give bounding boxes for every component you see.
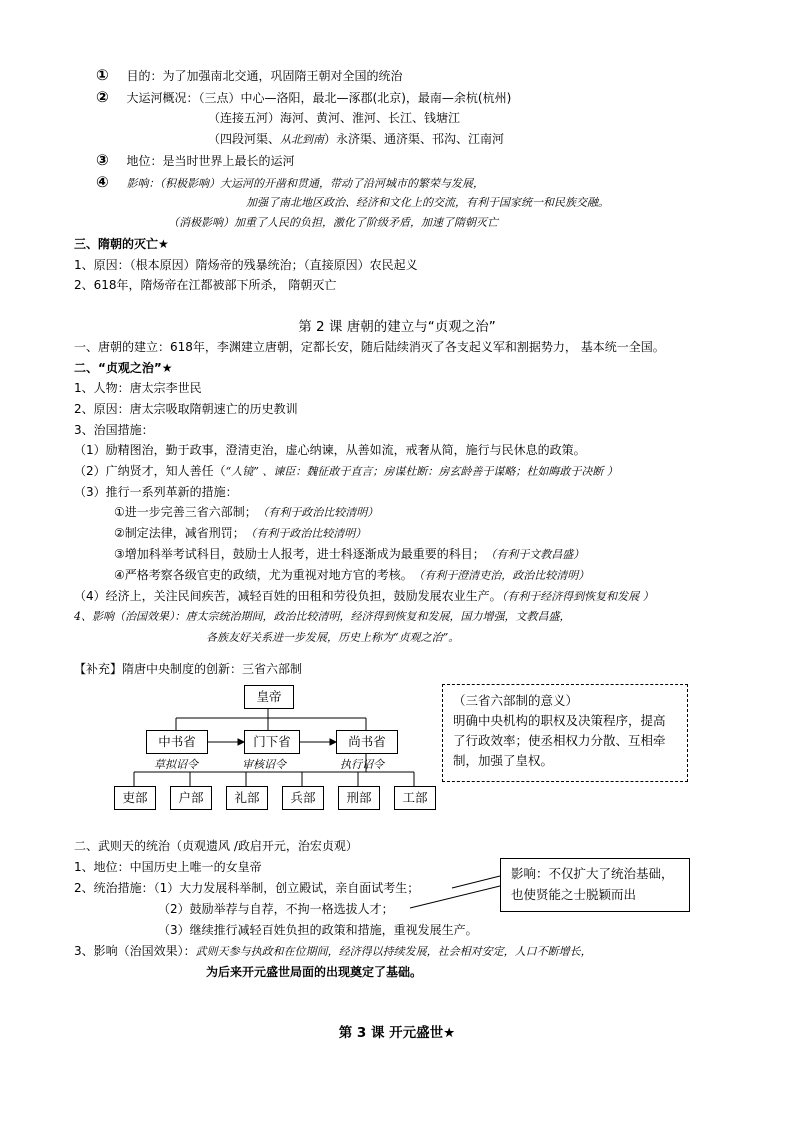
zg-impact-line2: 各族友好关系进一步发展，历史上称为“贞观之治”。 xyxy=(206,631,460,644)
circled-number: ③ xyxy=(96,151,109,169)
text: ④严格考察各级官吏的政绩，尤为重视对地方官的考核。 xyxy=(114,568,413,582)
tang-founding: 一、唐朝的建立：618年，李渊建立唐朝，定都长安，随后陆续消灭了各支起义军和割据势力， 基本统一全国。 xyxy=(74,340,665,354)
zhongshu-box: 中书省 xyxy=(146,730,208,754)
zg-impact: 4、影响（治国效果）：唐太宗统治期间，政治比较清明，经济得到恢复和发展，国力增强，文教昌盛， xyxy=(74,610,571,623)
text: （四段河渠、 xyxy=(208,132,281,146)
text: 3、影响（治国效果）： xyxy=(74,944,196,958)
text: ①进一步完善三省六部制； xyxy=(114,505,257,519)
lesson-title: 第 3 课 开元盛世★ xyxy=(338,1025,456,1041)
canal-negative-impact: （消极影响）加重了人民的负担，激化了阶级矛盾，加速了隋朝灭亡 xyxy=(168,216,498,229)
note: （有利于政治比较清明） xyxy=(250,527,367,540)
shangshu-box: 尚书省 xyxy=(336,730,398,754)
zg-measures-heading: 3、治国措施： xyxy=(74,423,154,437)
ministry-box: 工部 xyxy=(394,786,436,810)
menxia-caption: 审核诏令 xyxy=(242,758,286,771)
canal-five-rivers: （连接五河）海河、黄河、淮河、长江、钱塘江 xyxy=(208,111,461,125)
text: （2）广纳贤才，知人善任（ xyxy=(74,464,226,478)
note: （有利于政治比较清明） xyxy=(262,506,379,519)
note: （有利于澄清吏治，政治比较清明） xyxy=(418,569,590,582)
ministry-box: 兵部 xyxy=(282,786,324,810)
wu-status: 1、地位：中国历史上唯一的女皇帝 xyxy=(74,860,262,874)
note: 武则天参与执政和在位期间，经济得以持续发展，社会相对安定，人口不断增长， xyxy=(195,945,592,958)
section-heading: 二、武则天的统治（贞观遗风 /政启开元，治宏贞观） xyxy=(74,839,358,853)
menxia-box: 门下省 xyxy=(244,730,300,754)
circled-number: ① xyxy=(96,66,109,84)
circled-number: ② xyxy=(96,88,109,106)
zg-person: 1、人物：唐太宗李世民 xyxy=(74,381,202,395)
ministry-box: 刑部 xyxy=(338,786,380,810)
note: （有利于经济得到恢复和发展 ） xyxy=(501,590,654,603)
canal-status: 地位：是当时世界上最长的运河 xyxy=(126,154,295,168)
section-heading: 三、隋朝的灭亡★ xyxy=(74,237,169,251)
text: ②制定法律，减省刑罚； xyxy=(114,526,245,540)
wu-impact xyxy=(74,942,592,961)
sui-fall-cause: 1、原因：（根本原因）隋炀帝的残暴统治；（直接原因）农民起义 xyxy=(74,258,418,272)
section-heading: 二、“贞观之治”★ xyxy=(74,361,173,375)
note: （有利于文教昌盛） xyxy=(490,548,585,561)
canal-overview: 大运河概况：（三点）中心—洛阳，最北—涿郡(北京)，最南—余杭(杭州) xyxy=(126,91,512,105)
direction-note: 从北到南 xyxy=(280,133,325,146)
emperor-box: 皇帝 xyxy=(244,685,294,709)
text: （1）大力发展科举制，创立殿试，亲自面试考生； xyxy=(153,881,420,895)
zg-measure-1: （1）励精图治，勤于政事，澄清吏治，虚心纳谏，从善如流，戒奢从简，施行与民休息的政策。 xyxy=(74,443,586,457)
ministry-box: 礼部 xyxy=(226,786,268,810)
shangshu-caption: 执行诏令 xyxy=(340,758,384,771)
supplement-label: 【补充】隋唐中央制度的创新：三省六部制 xyxy=(74,662,303,676)
circled-number: ④ xyxy=(96,173,109,191)
sui-fall-year: 2、618年，隋炀帝在江都被部下所杀， 隋朝灭亡 xyxy=(74,278,337,292)
text: （4）经济上，关注民间疾苦，减轻百姓的田租和劳役负担，鼓励发展农业生产。 xyxy=(74,589,502,603)
zhongshu-caption: 草拟诏令 xyxy=(154,758,198,771)
text: ）永济渠、通济渠、邗沟、江南河 xyxy=(324,132,505,146)
text: ③增加科举考试科目，鼓励士人报考，进士科逐渐成为最重要的科目； xyxy=(114,547,485,561)
note: “人镜” 、谏臣：魏征敢于直言；房谋杜断：房玄龄善于谋略；杜如晦敢于决断 ） xyxy=(225,465,618,478)
wu-effect-box: 影响：不仅扩大了统治基础，也使贤能之士脱颖而出 xyxy=(500,858,690,912)
zg-reason: 2、原因：唐太宗吸取隋朝速亡的历史教训 xyxy=(74,402,298,416)
wu-measure-3: （3）继续推行减轻百姓负担的政策和措施，重视发展生产。 xyxy=(158,923,478,937)
ministry-box: 吏部 xyxy=(114,786,156,810)
wu-measure-2: （2）鼓励举荐与自荐，不拘一格选拔人才； xyxy=(158,902,394,916)
wu-impact-line2: 为后来开元盛世局面的出现奠定了基础。 xyxy=(206,965,423,979)
text: 2、统治措施： xyxy=(74,881,154,895)
canal-purpose: 目的：为了加强南北交通，巩固隋王朝对全国的统治 xyxy=(126,69,403,83)
ministry-box: 户部 xyxy=(170,786,212,810)
lesson-title: 第 2 课 唐朝的建立与“贞观之治” xyxy=(298,319,496,335)
zg-measure-3: （3）推行一系列革新的措施： xyxy=(74,485,238,499)
canal-impact-line2: 加强了南北地区政治、经济和文化上的交流，有利于国家统一和民族交融。 xyxy=(246,196,609,209)
meaning-body: 明确中央机构的职权及决策程序，提高了行政效率；使丞相权力分散、互相牵制，加强了皇权。 xyxy=(453,713,666,768)
canal-impact: 影响：（积极影响）大运河的开凿和贯通，带动了沿河城市的繁荣与发展， xyxy=(126,177,485,190)
meaning-title: （三省六部制的意义） xyxy=(453,693,579,708)
